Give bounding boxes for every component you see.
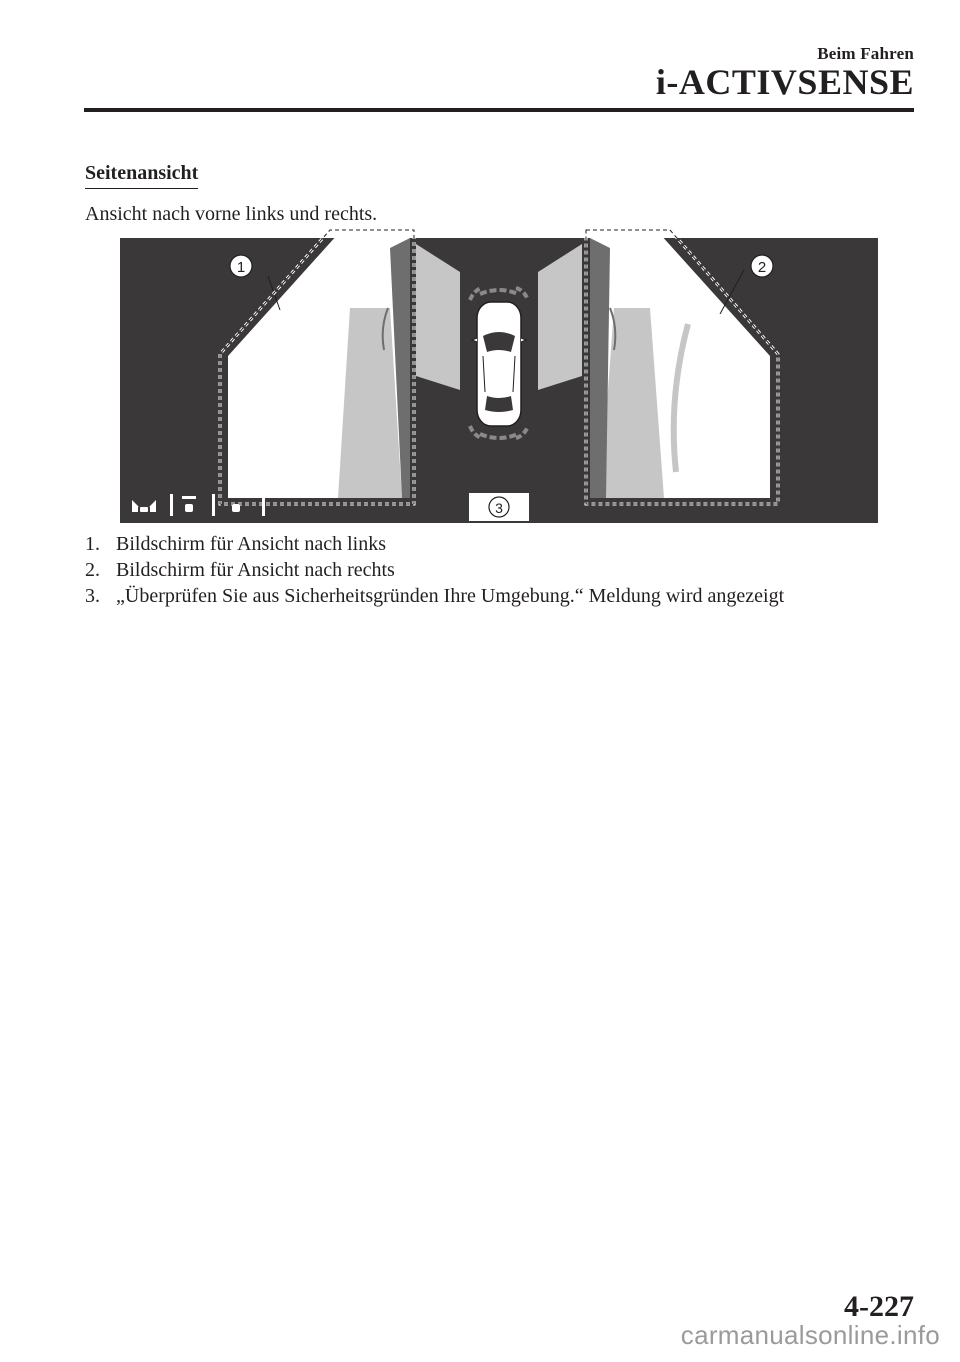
chapter-title: i-ACTIVSENSE bbox=[655, 62, 914, 102]
legend-item bbox=[85, 557, 784, 583]
page-number: 4-227 bbox=[844, 1290, 914, 1323]
car-top-view bbox=[470, 288, 528, 438]
side-view-figure bbox=[120, 228, 878, 523]
callout-1-label: 1 bbox=[236, 259, 246, 276]
legend-item-number: 3. bbox=[85, 585, 100, 607]
sub-heading: Seitenansicht bbox=[85, 160, 198, 189]
legend-list bbox=[85, 531, 784, 609]
callout-3-label: 3 bbox=[495, 500, 503, 516]
callout-2-label: 2 bbox=[757, 259, 767, 276]
header-rule bbox=[84, 108, 914, 112]
callout-2 bbox=[751, 255, 773, 277]
callout-3 bbox=[489, 497, 509, 517]
side-view-illustration bbox=[120, 228, 878, 523]
callout-1 bbox=[230, 255, 252, 277]
legend-item-text: „Überprüfen Sie aus Sicherheitsgründen Ihre Umgebung.“ Meldung wird angezeigt bbox=[116, 585, 785, 607]
legend-item bbox=[85, 531, 784, 557]
legend-item-text: Bildschirm für Ansicht nach rechts bbox=[116, 559, 395, 581]
section-label: Beim Fahren bbox=[817, 44, 914, 63]
intro-text: Ansicht nach vorne links und rechts. bbox=[85, 203, 378, 225]
watermark: carmanualsonline.info bbox=[680, 1320, 940, 1350]
legend-item bbox=[85, 583, 784, 609]
legend-item-number: 1. bbox=[85, 533, 100, 555]
legend-item-number: 2. bbox=[85, 559, 100, 581]
legend-item-text: Bildschirm für Ansicht nach links bbox=[116, 533, 386, 555]
